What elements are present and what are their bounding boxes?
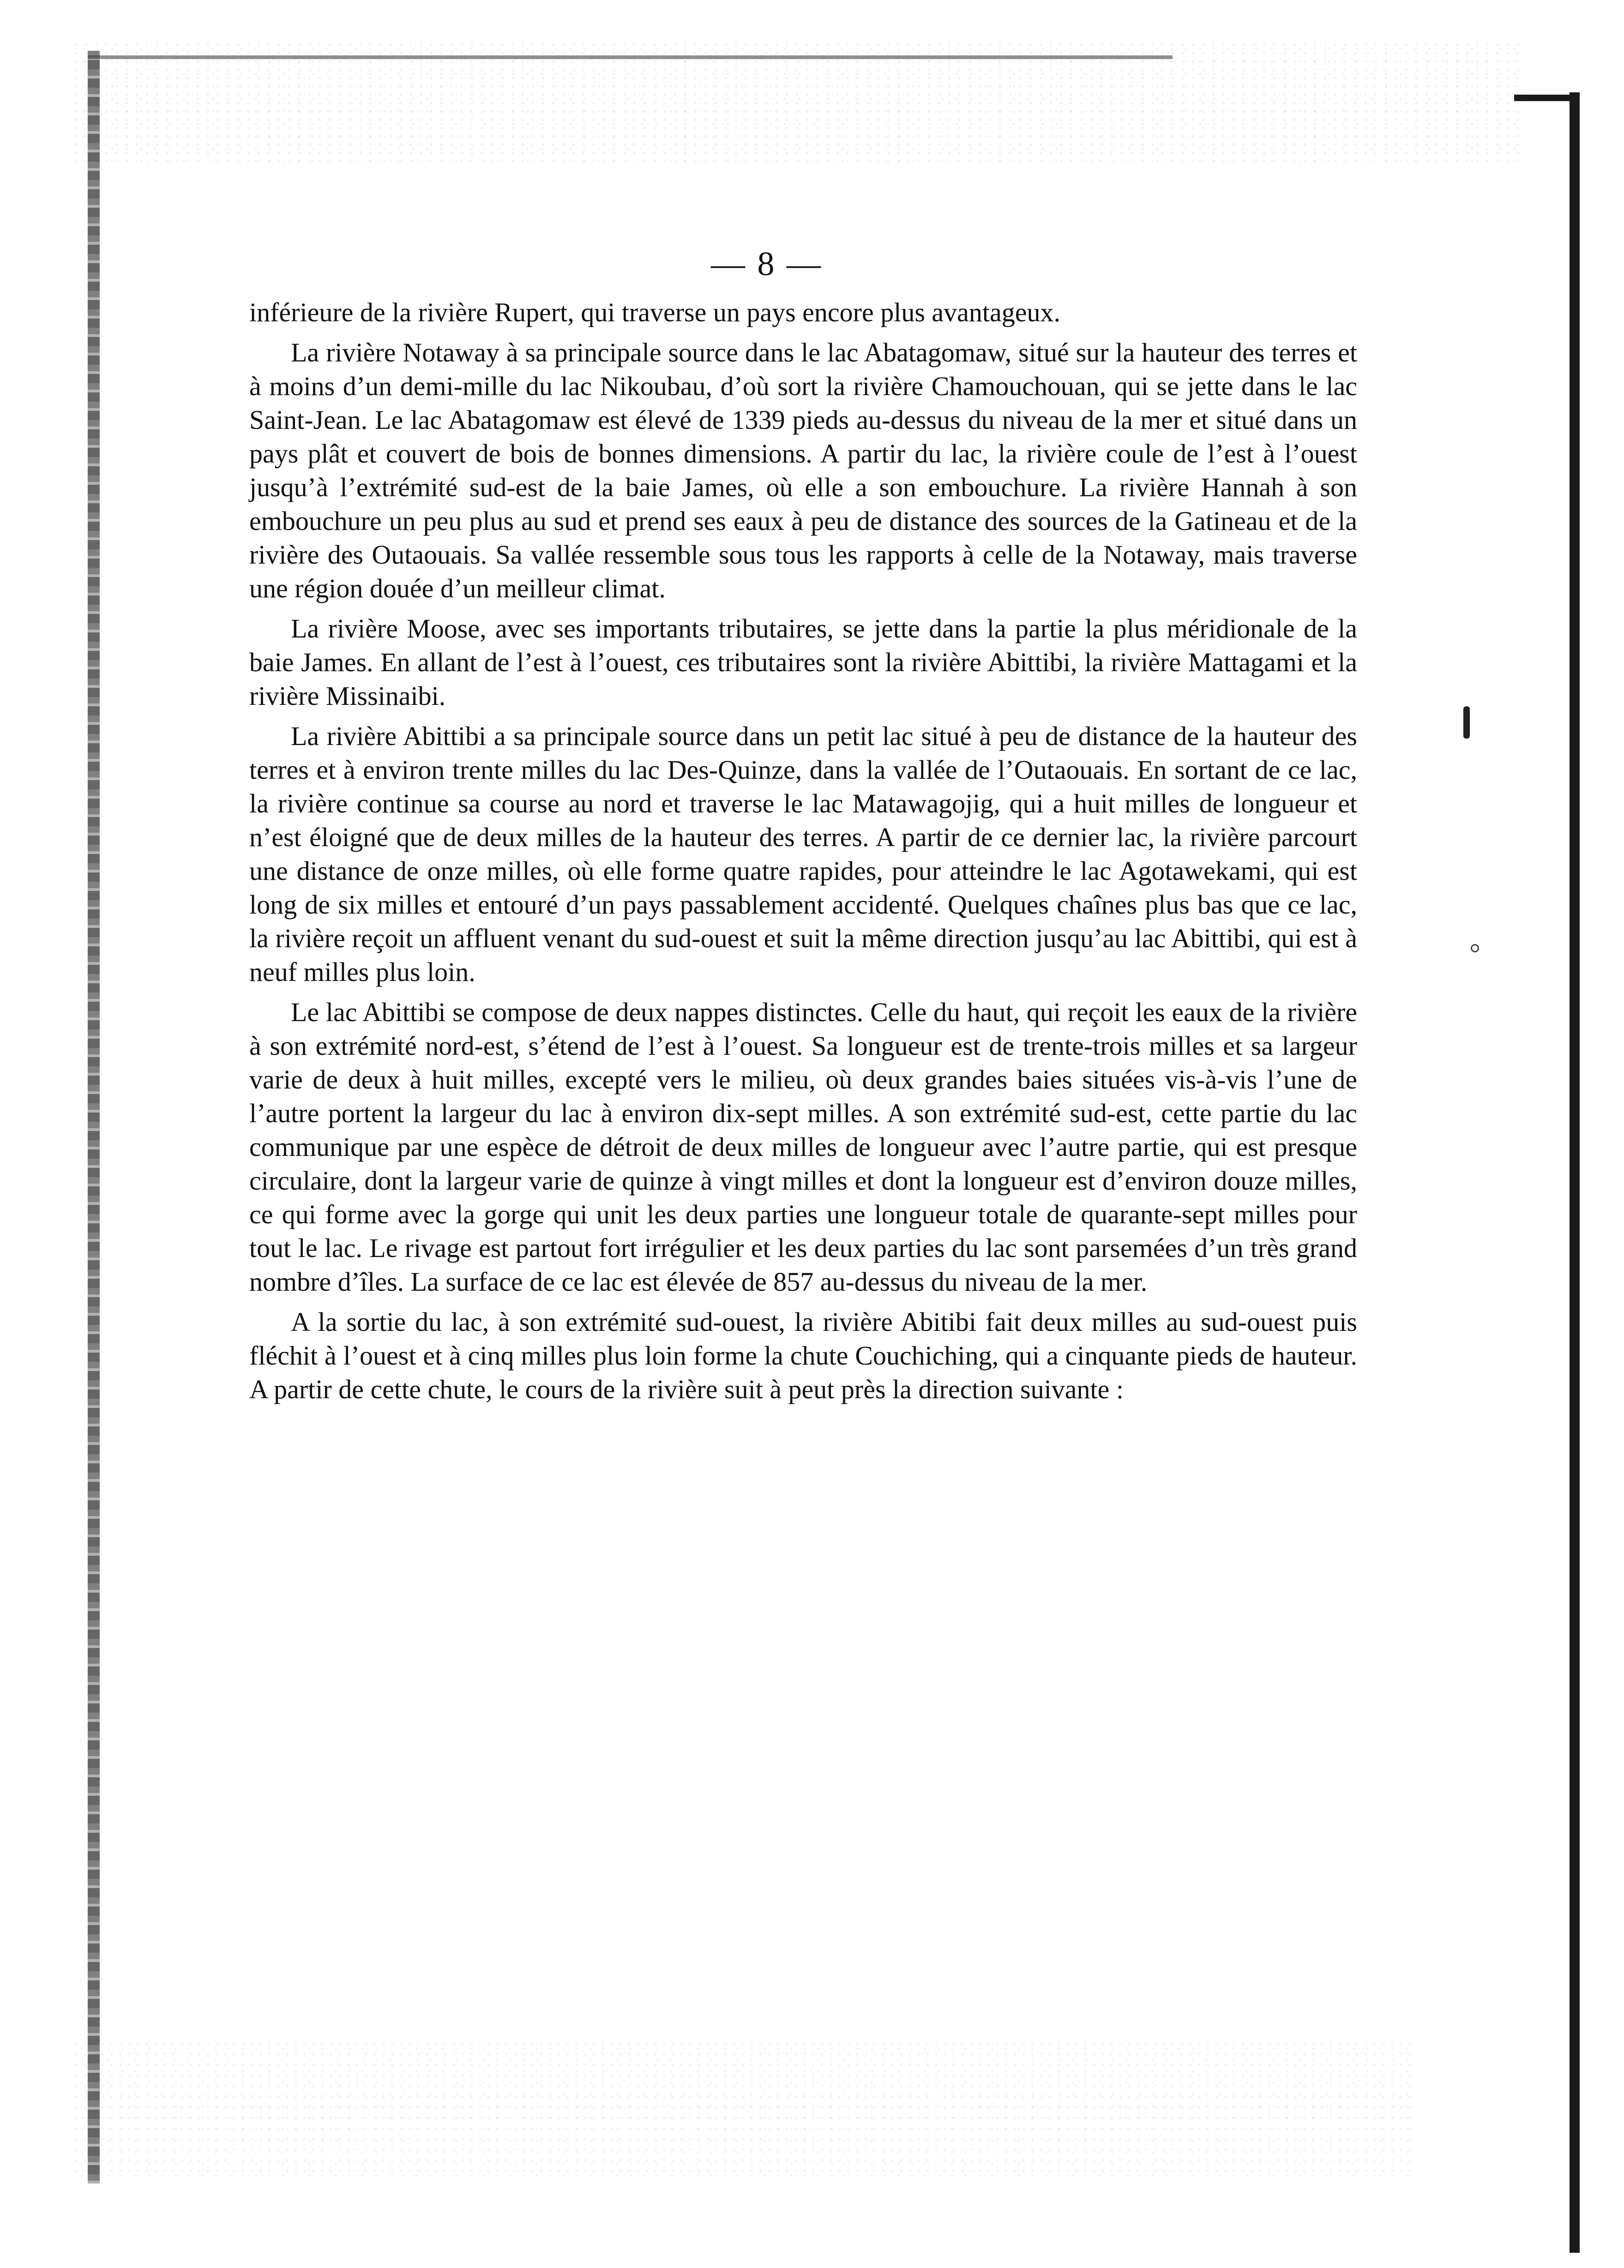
- right-corner-mark: [1514, 95, 1579, 101]
- paragraph-4: La rivière Abittibi a sa principale source dans un petit lac situé à peu de distance de la hauteur des terres et à environ trente milles du lac Des-Quinze, dans la vallée de l’Outaouais. En sortant de ce lac, la rivière continue sa course au nord et traverse le lac Matawagojig, qui a huit milles de longueur et n’est éloigné que de deux milles de la hauteur des terres. A partir de ce dernier lac, la rivière parcourt une distance de onze milles, où elle forme quatre rapides, pour atteindre le lac Agotawekami, qui est long de six milles et entouré d’un pays passablement accidenté. Quelques chaînes plus bas que ce lac, la rivière reçoit un affluent venant du sud-ouest et suit la même direction jusqu’au lac Abittibi, qui est à neuf milles plus loin.: [249, 721, 1357, 987]
- margin-dot: [1471, 944, 1479, 952]
- paragraph-6: A la sortie du lac, à son extrémité sud-ouest, la rivière Abitibi fait deux milles au sud-ouest puis fléchit à l’ouest et à cinq milles plus loin forme la chute Couchiching, qui a cinquante pieds de hauteur. A partir de cette chute, le cours de la rivière suit à peut près la direction suivante :: [249, 1307, 1357, 1404]
- left-page-edge: [88, 51, 100, 2184]
- paragraph-2: La rivière Notaway à sa principale source dans le lac Abatagomaw, situé sur la hauteur des terres et à moins d’un demi-mille du lac Nikoubau, d’où sort la rivière Chamouchouan, qui se jette dans le lac Saint-Jean. Le lac Abatagomaw est élevé de 1339 pieds au-dessus du niveau de la mer et situé dans un pays plât et couvert de bois de bonnes dimensions. A partir du lac, la rivière coule de l’est à l’ouest jusqu’à l’extrémité sud-est de la baie James, où elle a son embouchure. La rivière Hannah à son embouchure un peu plus au sud et prend ses eaux à peu de distance des sources de la Gatineau et de la rivière des Outaouais. Sa vallée ressemble sous tous les rapports à celle de la Notaway, mais traverse une région douée d’un meilleur climat.: [249, 337, 1357, 603]
- paragraph-1: inférieure de la rivière Rupert, qui traverse un pays encore plus avantageux.: [249, 297, 1060, 327]
- margin-mark: [1463, 706, 1470, 739]
- paragraph-3: La rivière Moose, avec ses importants tributaires, se jette dans la partie la plus méridionale de la baie James. En allant de l’est à l’ouest, ces tributaires sont la rivière Abittibi, la rivière Mattagami et la rivière Missinaibi.: [249, 614, 1357, 711]
- scan-noise-top: [74, 42, 1528, 162]
- page-number: — 8 —: [711, 245, 823, 283]
- top-page-edge: [88, 55, 1173, 59]
- body-text: [249, 295, 1357, 1406]
- paragraph-5: Le lac Abittibi se compose de deux nappes distinctes. Celle du haut, qui reçoit les eaux de la rivière à son extrémité nord-est, s’étend de l’est à l’ouest. Sa longueur est de trente-trois milles et sa largeur varie de deux à huit milles, excepté vers le milieu, où deux grandes baies situées vis-à-vis l’une de l’autre portent la largeur du lac à environ dix-sept milles. A son extrémité sud-est, cette partie du lac communique par une espèce de détroit de deux milles de longueur avec l’autre partie, qui est presque circulaire, dont la largeur varie de quinze à vingt milles et dont la longueur est d’environ douze milles, ce qui forme avec la gorge qui unit les deux parties une longueur totale de quarante-sept milles pour tout le lac. Le rivage est partout fort irrégulier et les deux parties du lac sont parsemées d’un très grand nombre d’îles. La surface de ce lac est élevée de 857 au-dessus du niveau de la mer.: [249, 997, 1357, 1297]
- scan-noise-bottom: [74, 2040, 1413, 2179]
- right-page-edge: [1570, 92, 1580, 2253]
